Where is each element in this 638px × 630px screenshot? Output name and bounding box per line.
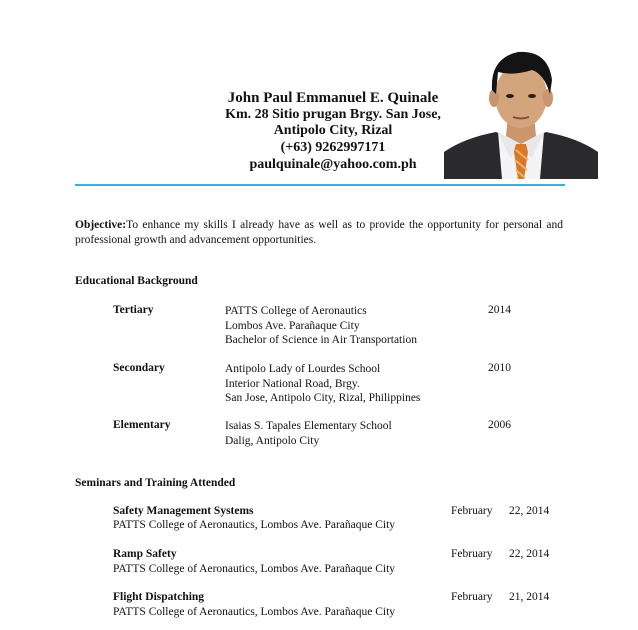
education-level-secondary: Secondary bbox=[113, 362, 165, 374]
seminar-month: February bbox=[451, 548, 493, 560]
education-line: Bachelor of Science in Air Transportation bbox=[225, 334, 417, 346]
education-line: Isaias S. Tapales Elementary School bbox=[225, 420, 392, 432]
address-line-2: Antipolo City, Rizal bbox=[273, 123, 393, 138]
education-year-secondary: 2010 bbox=[488, 362, 511, 374]
education-details-elementary bbox=[225, 419, 392, 448]
seminar-day: 21, 2014 bbox=[509, 591, 550, 603]
education-level-tertiary: Tertiary bbox=[113, 304, 154, 316]
education-line: Interior National Road, Brgy. bbox=[225, 377, 360, 390]
education-line: PATTS College of Aeronautics bbox=[225, 305, 367, 317]
seminar-location: PATTS College of Aeronautics, Lombos Ave. Parañaque City bbox=[113, 606, 396, 618]
seminar-day: 22, 2014 bbox=[509, 505, 550, 517]
education-year-elementary: 2006 bbox=[488, 419, 511, 431]
seminar-day: 22, 2014 bbox=[509, 548, 550, 560]
education-year-tertiary: 2014 bbox=[488, 304, 511, 316]
seminar-month: February bbox=[451, 591, 493, 603]
objective-text: To enhance my skills I already have as well as to provide the opportunity for personal and professional growth and advancement opportunities. bbox=[75, 219, 563, 246]
seminar-month: February bbox=[451, 505, 493, 517]
education-line: San Jose, Antipolo City, Rizal, Philippines bbox=[225, 392, 421, 404]
header-divider bbox=[75, 184, 565, 186]
education-title: Educational Background bbox=[75, 275, 198, 287]
seminar-location: PATTS College of Aeronautics, Lombos Ave. Parañaque City bbox=[113, 563, 396, 575]
education-line: Antipolo Lady of Lourdes School bbox=[225, 363, 381, 375]
seminar-title: Flight Dispatching bbox=[113, 591, 205, 603]
education-details-secondary bbox=[225, 362, 420, 406]
seminar-title: Safety Management Systems bbox=[113, 505, 254, 517]
profile-photo bbox=[444, 40, 598, 179]
email-address: paulquinale@yahoo.com.ph bbox=[249, 157, 417, 172]
education-details-tertiary bbox=[225, 304, 417, 348]
education-level-elementary: Elementary bbox=[113, 419, 171, 431]
seminar-location: PATTS College of Aeronautics, Lombos Ave. Parañaque City bbox=[113, 519, 396, 531]
applicant-name: John Paul Emmanuel E. Quinale bbox=[227, 90, 439, 106]
education-line: Dalig, Antipolo City bbox=[225, 434, 320, 447]
phone-number: (+63) 9262997171 bbox=[280, 140, 386, 155]
seminar-title: Ramp Safety bbox=[113, 548, 177, 560]
seminars-title: Seminars and Training Attended bbox=[75, 477, 236, 489]
education-line: Lombos Ave. Parañaque City bbox=[225, 319, 360, 332]
objective-label: Objective: bbox=[75, 219, 127, 231]
objective-section bbox=[75, 218, 563, 248]
address-line-1: Km. 28 Sitio prugan Brgy. San Jose, bbox=[225, 107, 441, 122]
